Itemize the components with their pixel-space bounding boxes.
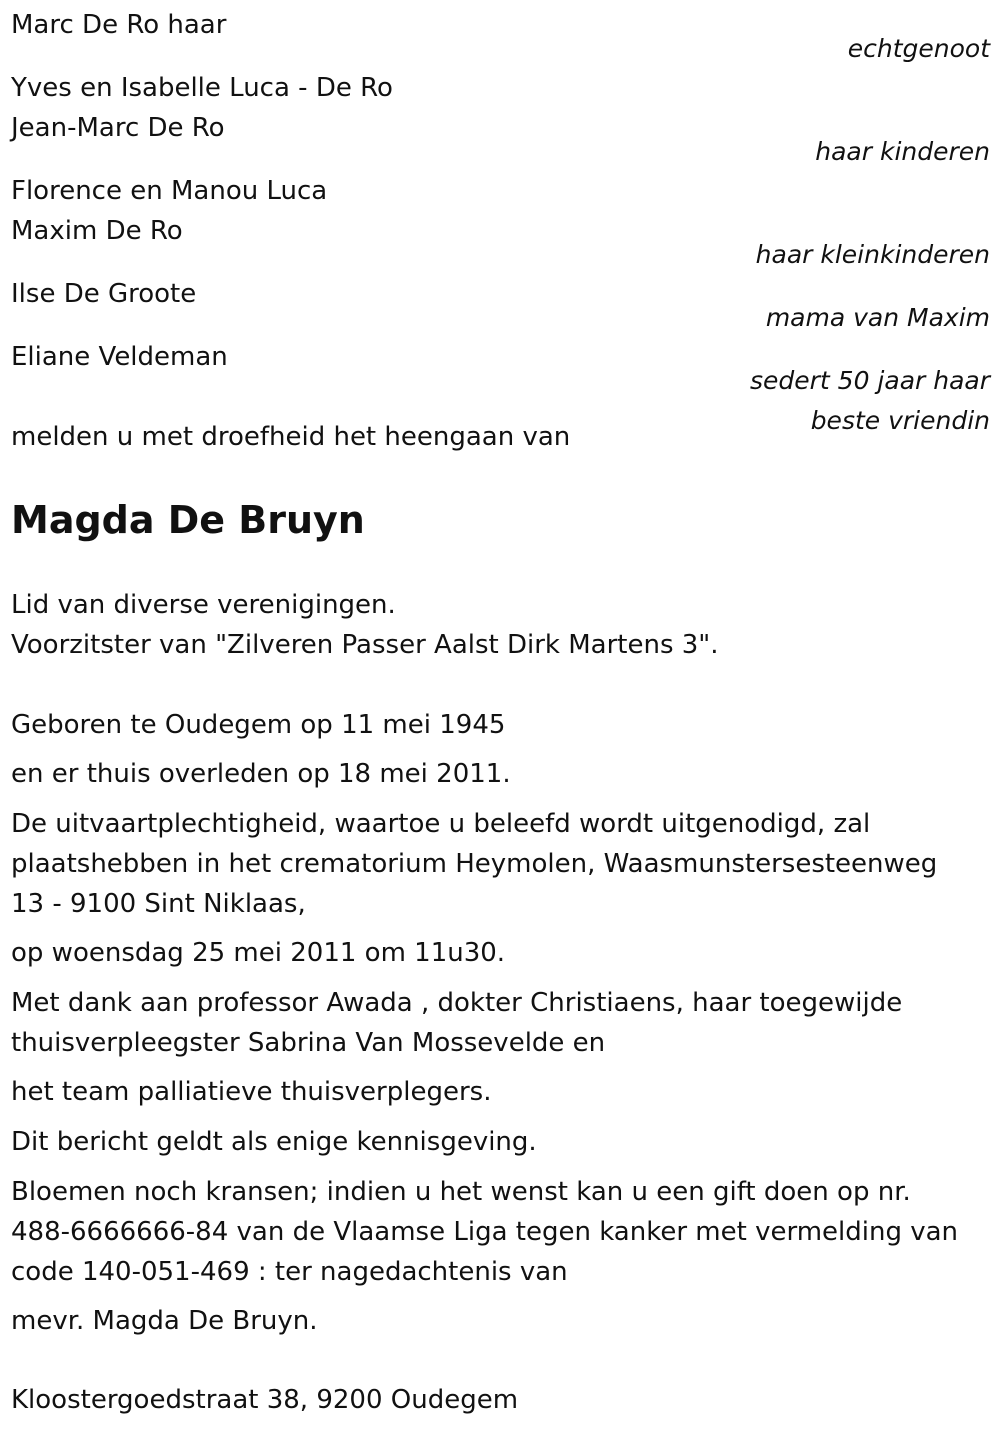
grandchild-1-name: Florence en Manou Luca [11, 176, 328, 206]
child-2-name: Jean-Marc De Ro [11, 113, 225, 143]
donation-line-3: code 140-051-469 : ter nagedachtenis van [11, 1257, 568, 1287]
notice-text: Dit bericht geldt als enige kennisgeving. [11, 1127, 537, 1157]
thanks-line-3: het team palliatieve thuisverplegers. [11, 1077, 492, 1107]
friend-role-line-1: sedert 50 jaar haar [749, 366, 990, 395]
husband-name: Marc De Ro haar [11, 10, 227, 40]
address-text: Kloostergoedstraat 38, 9200 Oudegem [11, 1385, 519, 1415]
children-role: haar kinderen [815, 137, 990, 166]
ceremony-line-2: plaatshebben in het crematorium Heymolen, Waasmunstersesteenweg [11, 849, 938, 879]
friend-name: Eliane Veldeman [11, 342, 228, 372]
mother-name: Ilse De Groote [11, 279, 197, 309]
grandchild-2-name: Maxim De Ro [11, 216, 183, 246]
friend-role-line-2: beste vriendin [810, 406, 990, 435]
announcement-text: melden u met droefheid het heengaan van [11, 422, 571, 452]
ceremony-line-1: De uitvaartplechtigheid, waartoe u beleefd wordt uitgenodigd, zal [11, 809, 871, 839]
bio-line-2: Voorzitster van "Zilveren Passer Aalst Dirk Martens 3". [11, 630, 719, 660]
thanks-line-2: thuisverpleegster Sabrina Van Mossevelde en [11, 1028, 606, 1058]
mother-role: mama van Maxim [765, 303, 990, 332]
child-1-name: Yves en Isabelle Luca - De Ro [11, 73, 393, 103]
grandchildren-role: haar kleinkinderen [755, 240, 990, 269]
death-text: en er thuis overleden op 18 mei 2011. [11, 759, 511, 789]
thanks-line-1: Met dank aan professor Awada , dokter Christiaens, haar toegewijde [11, 988, 903, 1018]
bio-line-1: Lid van diverse verenigingen. [11, 590, 396, 620]
deceased-name-heading: Magda De Bruyn [11, 498, 365, 542]
donation-line-2: 488-6666666-84 van de Vlaamse Liga tegen kanker met vermelding van [11, 1217, 959, 1247]
ceremony-date: op woensdag 25 mei 2011 om 11u30. [11, 938, 506, 968]
husband-role: echtgenoot [847, 34, 990, 63]
donation-line-1: Bloemen noch kransen; indien u het wenst kan u een gift doen op nr. [11, 1177, 911, 1207]
birth-text: Geboren te Oudegem op 11 mei 1945 [11, 710, 506, 740]
donation-line-4: mevr. Magda De Bruyn. [11, 1306, 318, 1336]
ceremony-line-3: 13 - 9100 Sint Niklaas, [11, 889, 306, 919]
